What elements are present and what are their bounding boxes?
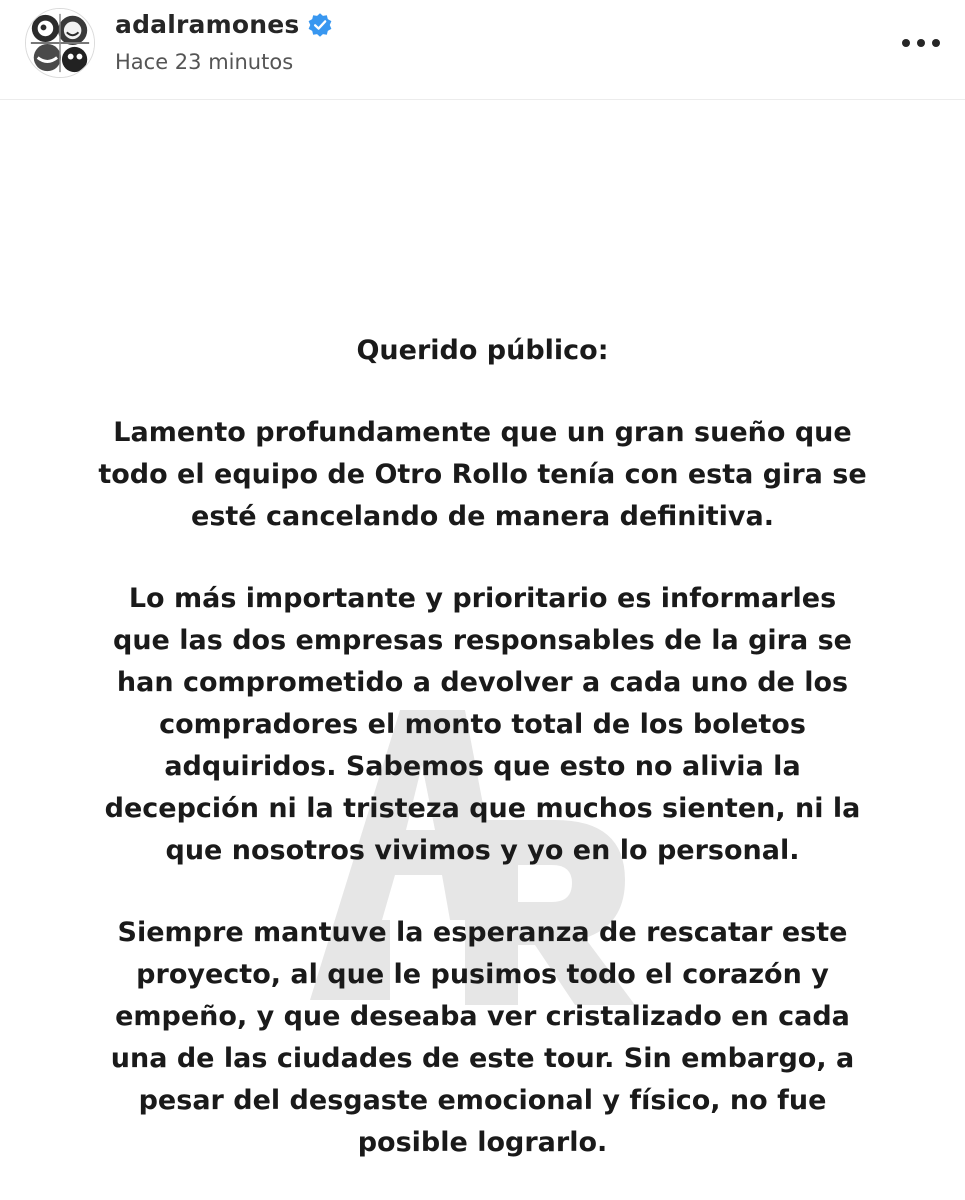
verified-badge-icon bbox=[307, 12, 333, 38]
letter-paragraph: Siempre mantuve la esperanza de rescatar este proyecto, al que le pusimos todo el corazón y empeño, y que deseaba ver cristalizado en cada una de las ciudades de este tour. Sin embargo, a pesar del desgaste emocional y físico, no fue posible lograrlo. bbox=[110, 917, 855, 1158]
letter-paragraph: Lo más importante y prioritario es informarles que las dos empresas responsables de la gira se han comprometido a devolver a cada uno de los compradores el monto total de los boletos adquiridos. Sabemos que esto no alivia la decepción ni la tristeza que muchos sienten, ni la que nosotros vivimos y yo en lo personal. bbox=[104, 583, 861, 866]
avatar[interactable] bbox=[25, 8, 95, 78]
letter-paragraph: Lamento profundamente que un gran sueño que todo el equipo de Otro Rollo tenía con esta gira se esté cancelando de manera definitiva. bbox=[98, 417, 867, 532]
username-row bbox=[115, 10, 333, 39]
avatar-illustration-icon bbox=[26, 9, 94, 77]
post-header bbox=[0, 0, 965, 100]
letter-greeting: Querido público: bbox=[356, 335, 609, 366]
post-image[interactable] bbox=[0, 100, 965, 1200]
more-options-button[interactable] bbox=[896, 28, 946, 58]
username-link[interactable]: adalramones bbox=[115, 10, 300, 39]
more-options-icon bbox=[896, 28, 946, 58]
post-timestamp: Hace 23 minutos bbox=[115, 50, 294, 74]
letter-text bbox=[80, 330, 885, 1200]
